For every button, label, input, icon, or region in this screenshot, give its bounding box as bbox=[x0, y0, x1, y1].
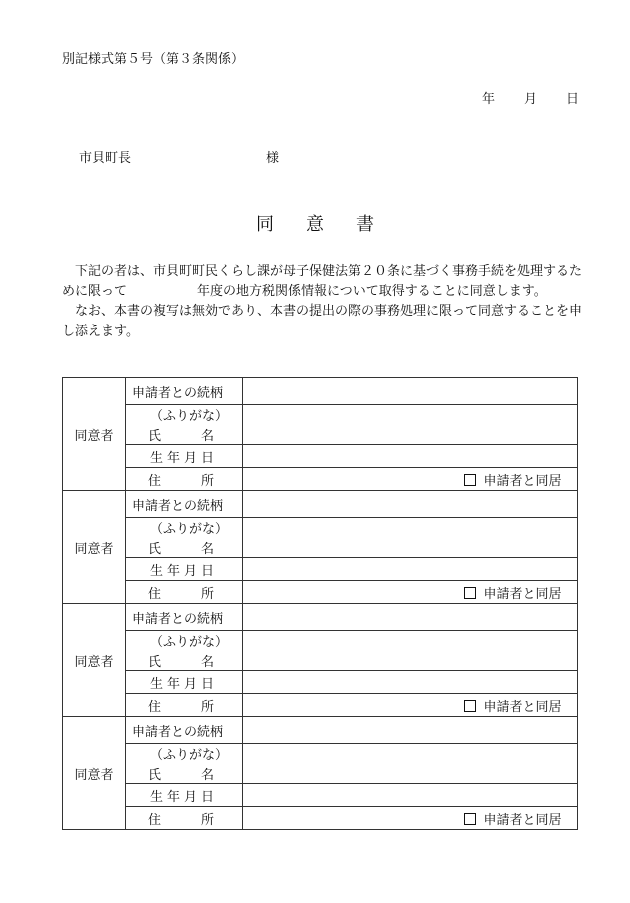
name-row bbox=[63, 763, 578, 784]
furigana-label bbox=[126, 631, 243, 651]
furigana-row bbox=[63, 631, 578, 651]
address-field[interactable] bbox=[243, 694, 454, 717]
birthdate-char: 生 bbox=[150, 789, 164, 805]
birthdate-char: 月 bbox=[183, 450, 197, 466]
addressee bbox=[79, 147, 280, 166]
statement-paragraph-1 bbox=[62, 262, 582, 302]
relation-field[interactable] bbox=[243, 378, 578, 405]
name-label-char: 氏 bbox=[148, 767, 162, 783]
name-row bbox=[63, 424, 578, 445]
address-label-char: 住 bbox=[148, 812, 162, 828]
consenter-table bbox=[62, 377, 578, 830]
checkbox-icon[interactable] bbox=[464, 474, 476, 486]
furigana-text: （ふりがな） bbox=[150, 748, 229, 763]
relation-row bbox=[63, 717, 578, 744]
relation-row bbox=[63, 491, 578, 518]
furigana-label bbox=[126, 518, 243, 538]
name-label bbox=[126, 537, 243, 558]
cohabit-option[interactable] bbox=[454, 694, 578, 717]
cohabit-option[interactable] bbox=[454, 468, 578, 491]
birthdate-char: 日 bbox=[200, 676, 214, 692]
relation-label: 申請者との続柄 bbox=[126, 491, 243, 518]
furigana-text: （ふりがな） bbox=[150, 635, 229, 650]
consent-statement bbox=[62, 262, 582, 342]
birthdate-char: 月 bbox=[183, 789, 197, 805]
title-char: 書 bbox=[356, 214, 374, 235]
cohabit-label: 申請者と同居 bbox=[483, 699, 562, 715]
birthdate-field[interactable] bbox=[243, 445, 578, 468]
cohabit-label: 申請者と同居 bbox=[483, 586, 562, 602]
cohabit-option[interactable] bbox=[454, 807, 578, 830]
consenter-group-label: 同意者 bbox=[63, 604, 126, 717]
relation-row bbox=[63, 604, 578, 631]
name-label-char: 氏 bbox=[148, 654, 162, 670]
name-label-char: 氏 bbox=[148, 541, 162, 557]
furigana-label bbox=[126, 744, 243, 764]
furigana-row bbox=[63, 518, 578, 538]
address-field[interactable] bbox=[243, 468, 454, 491]
relation-label: 申請者との続柄 bbox=[126, 717, 243, 744]
address-label-char: 所 bbox=[200, 473, 214, 489]
statement-text: 年度の地方税関係情報について取得することに同意します。 bbox=[197, 284, 547, 299]
address-label bbox=[126, 807, 243, 830]
furigana-label bbox=[126, 405, 243, 425]
birthdate-label bbox=[126, 671, 243, 694]
address-label bbox=[126, 694, 243, 717]
birthdate-char: 月 bbox=[183, 563, 197, 579]
name-label bbox=[126, 763, 243, 784]
furigana-row bbox=[63, 744, 578, 764]
birthdate-char: 年 bbox=[166, 450, 180, 466]
birthdate-char: 生 bbox=[150, 450, 164, 466]
relation-row bbox=[63, 378, 578, 405]
addressee-honorific: 様 bbox=[266, 151, 280, 166]
name-label-char: 名 bbox=[200, 428, 214, 444]
birthdate-row bbox=[63, 558, 578, 581]
birthdate-char: 年 bbox=[166, 789, 180, 805]
checkbox-icon[interactable] bbox=[464, 813, 476, 825]
address-row bbox=[63, 581, 578, 604]
cohabit-label: 申請者と同居 bbox=[483, 812, 562, 828]
address-field[interactable] bbox=[243, 581, 454, 604]
furigana-field[interactable] bbox=[243, 518, 578, 538]
birthdate-char: 生 bbox=[150, 563, 164, 579]
birthdate-label bbox=[126, 558, 243, 581]
address-label-char: 住 bbox=[148, 699, 162, 715]
relation-field[interactable] bbox=[243, 717, 578, 744]
address-row bbox=[63, 468, 578, 491]
birthdate-field[interactable] bbox=[243, 784, 578, 807]
date-day-label: 日 bbox=[566, 92, 580, 107]
date-line bbox=[482, 88, 579, 107]
address-label-char: 所 bbox=[200, 586, 214, 602]
name-label-char: 名 bbox=[200, 767, 214, 783]
name-label bbox=[126, 650, 243, 671]
title-char: 同 bbox=[256, 214, 274, 235]
furigana-text: （ふりがな） bbox=[150, 522, 229, 537]
furigana-field[interactable] bbox=[243, 631, 578, 651]
birthdate-field[interactable] bbox=[243, 558, 578, 581]
consenter-group-label: 同意者 bbox=[63, 378, 126, 491]
birthdate-char: 生 bbox=[150, 676, 164, 692]
name-field[interactable] bbox=[243, 650, 578, 671]
birthdate-char: 年 bbox=[166, 676, 180, 692]
statement-paragraph-2: なお、本書の複写は無効であり、本書の提出の際の事務処理に限って同意することを申し添えます。 bbox=[62, 304, 583, 339]
address-row bbox=[63, 807, 578, 830]
consenter-group-label: 同意者 bbox=[63, 491, 126, 604]
date-year-label: 年 bbox=[482, 92, 496, 107]
address-row bbox=[63, 694, 578, 717]
address-label-char: 住 bbox=[148, 473, 162, 489]
statement-text: 下記の者は、市貝町町民くらし課が母子保健法第２０条に基づく事務手続を処理するために限って bbox=[62, 264, 583, 299]
relation-field[interactable] bbox=[243, 491, 578, 518]
date-month-label: 月 bbox=[524, 92, 538, 107]
furigana-text: （ふりがな） bbox=[150, 409, 229, 424]
birthdate-label bbox=[126, 784, 243, 807]
birthdate-row bbox=[63, 784, 578, 807]
checkbox-icon[interactable] bbox=[464, 587, 476, 599]
name-row bbox=[63, 537, 578, 558]
name-field[interactable] bbox=[243, 537, 578, 558]
name-row bbox=[63, 650, 578, 671]
relation-label: 申請者との続柄 bbox=[126, 604, 243, 631]
birthdate-label bbox=[126, 445, 243, 468]
address-label bbox=[126, 468, 243, 491]
furigana-field[interactable] bbox=[243, 744, 578, 764]
birthdate-field[interactable] bbox=[243, 671, 578, 694]
birthdate-char: 日 bbox=[200, 450, 214, 466]
birthdate-char: 日 bbox=[200, 789, 214, 805]
birthdate-row bbox=[63, 445, 578, 468]
cohabit-label: 申請者と同居 bbox=[483, 473, 562, 489]
name-field[interactable] bbox=[243, 424, 578, 445]
birthdate-char: 日 bbox=[200, 563, 214, 579]
document-title bbox=[0, 210, 630, 236]
name-label bbox=[126, 424, 243, 445]
name-label-char: 名 bbox=[200, 541, 214, 557]
furigana-row bbox=[63, 405, 578, 425]
name-label-char: 氏 bbox=[148, 428, 162, 444]
checkbox-icon[interactable] bbox=[464, 700, 476, 712]
birthdate-char: 月 bbox=[183, 676, 197, 692]
address-label-char: 住 bbox=[148, 586, 162, 602]
consenter-group-label: 同意者 bbox=[63, 717, 126, 830]
address-label-char: 所 bbox=[200, 812, 214, 828]
name-label-char: 名 bbox=[200, 654, 214, 670]
address-label bbox=[126, 581, 243, 604]
address-label-char: 所 bbox=[200, 699, 214, 715]
name-field[interactable] bbox=[243, 763, 578, 784]
relation-label: 申請者との続柄 bbox=[126, 378, 243, 405]
cohabit-option[interactable] bbox=[454, 581, 578, 604]
address-field[interactable] bbox=[243, 807, 454, 830]
form-number: 別記様式第５号（第３条関係） bbox=[62, 52, 245, 67]
birthdate-row bbox=[63, 671, 578, 694]
birthdate-char: 年 bbox=[166, 563, 180, 579]
furigana-field[interactable] bbox=[243, 405, 578, 425]
addressee-name: 市貝町長 bbox=[79, 151, 132, 166]
title-char: 意 bbox=[306, 214, 324, 235]
relation-field[interactable] bbox=[243, 604, 578, 631]
